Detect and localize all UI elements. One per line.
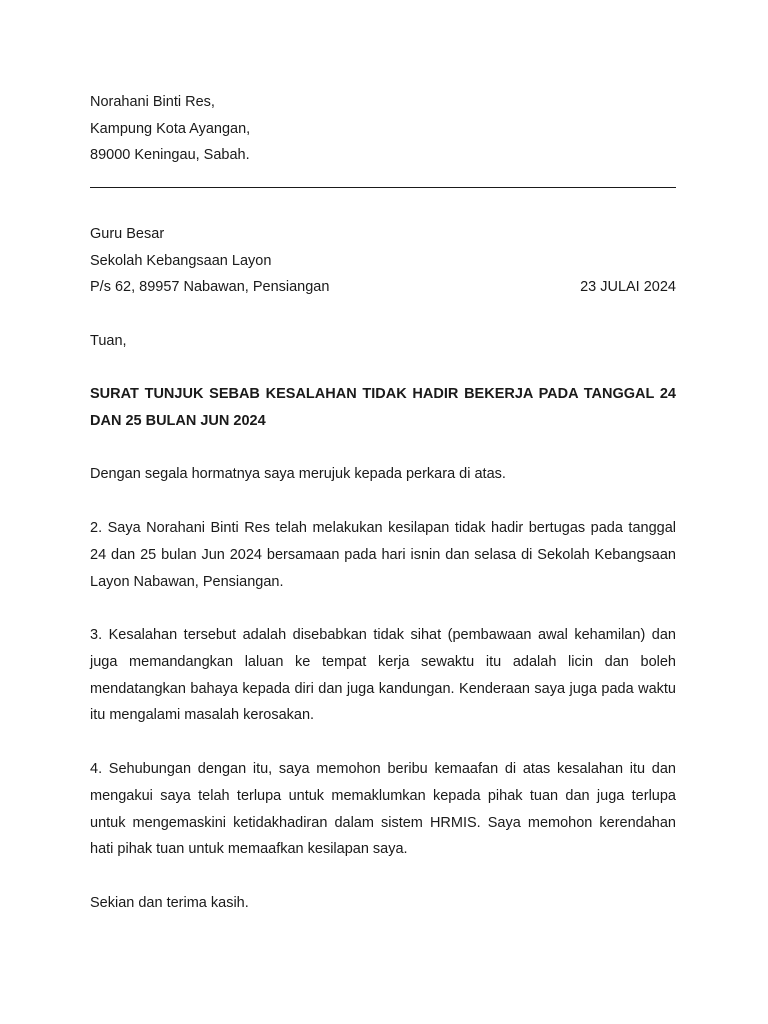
recipient-address-row	[90, 274, 676, 301]
subject-heading: SURAT TUNJUK SEBAB KESALAHAN TIDAK HADIR BEKERJA PADA TANGGAL 24 DAN 25 BULAN JUN 2024	[90, 386, 676, 429]
letter-date: 23 JULAI 2024	[580, 279, 676, 296]
sender-address-line2: 89000 Keningau, Sabah.	[90, 147, 250, 164]
paragraph-3: 3. Kesalahan tersebut adalah disebabkan tidak sihat (pembawaan awal kehamilan) dan juga memandangkan laluan ke tempat kerja sewaktu itu adalah licin dan boleh mendatangkan bahaya kepada diri dan juga kandungan. Kenderaan saya juga pada waktu itu mengalami masalah kerosakan.	[90, 627, 676, 724]
paragraph-4: 4. Sehubungan dengan itu, saya memohon beribu kemaafan di atas kesalahan itu dan mengakui saya telah terlupa untuk memaklumkan kepada pihak tuan dan juga terlupa untuk mengemaskini ketidakhadiran dalam sistem HRMIS. Saya memohon kerendahan hati pihak tuan untuk memaafkan kesilapan saya.	[90, 760, 676, 858]
sender-address-line1: Kampung Kota Ayangan,	[90, 120, 251, 137]
paragraph-2: 2. Saya Norahani Binti Res telah melakukan kesilapan tidak hadir bertugas pada tanggal 24 dan 25 bulan Jun 2024 bersamaan pada hari isnin dan selasa di Sekolah Kebangsaan Layon Nabawan, Pensiangan.	[90, 519, 676, 590]
sender-name: Norahani Binti Res,	[90, 94, 215, 110]
salutation: Tuan,	[90, 332, 127, 349]
recipient-address: P/s 62, 89957 Nabawan, Pensiangan	[90, 279, 330, 296]
paragraph-1: Dengan segala hormatnya saya merujuk kepada perkara di atas.	[90, 466, 506, 483]
closing: Sekian dan terima kasih.	[90, 894, 249, 911]
recipient-school: Sekolah Kebangsaan Layon	[90, 252, 272, 269]
letter	[90, 89, 676, 916]
recipient-title: Guru Besar	[90, 226, 165, 243]
